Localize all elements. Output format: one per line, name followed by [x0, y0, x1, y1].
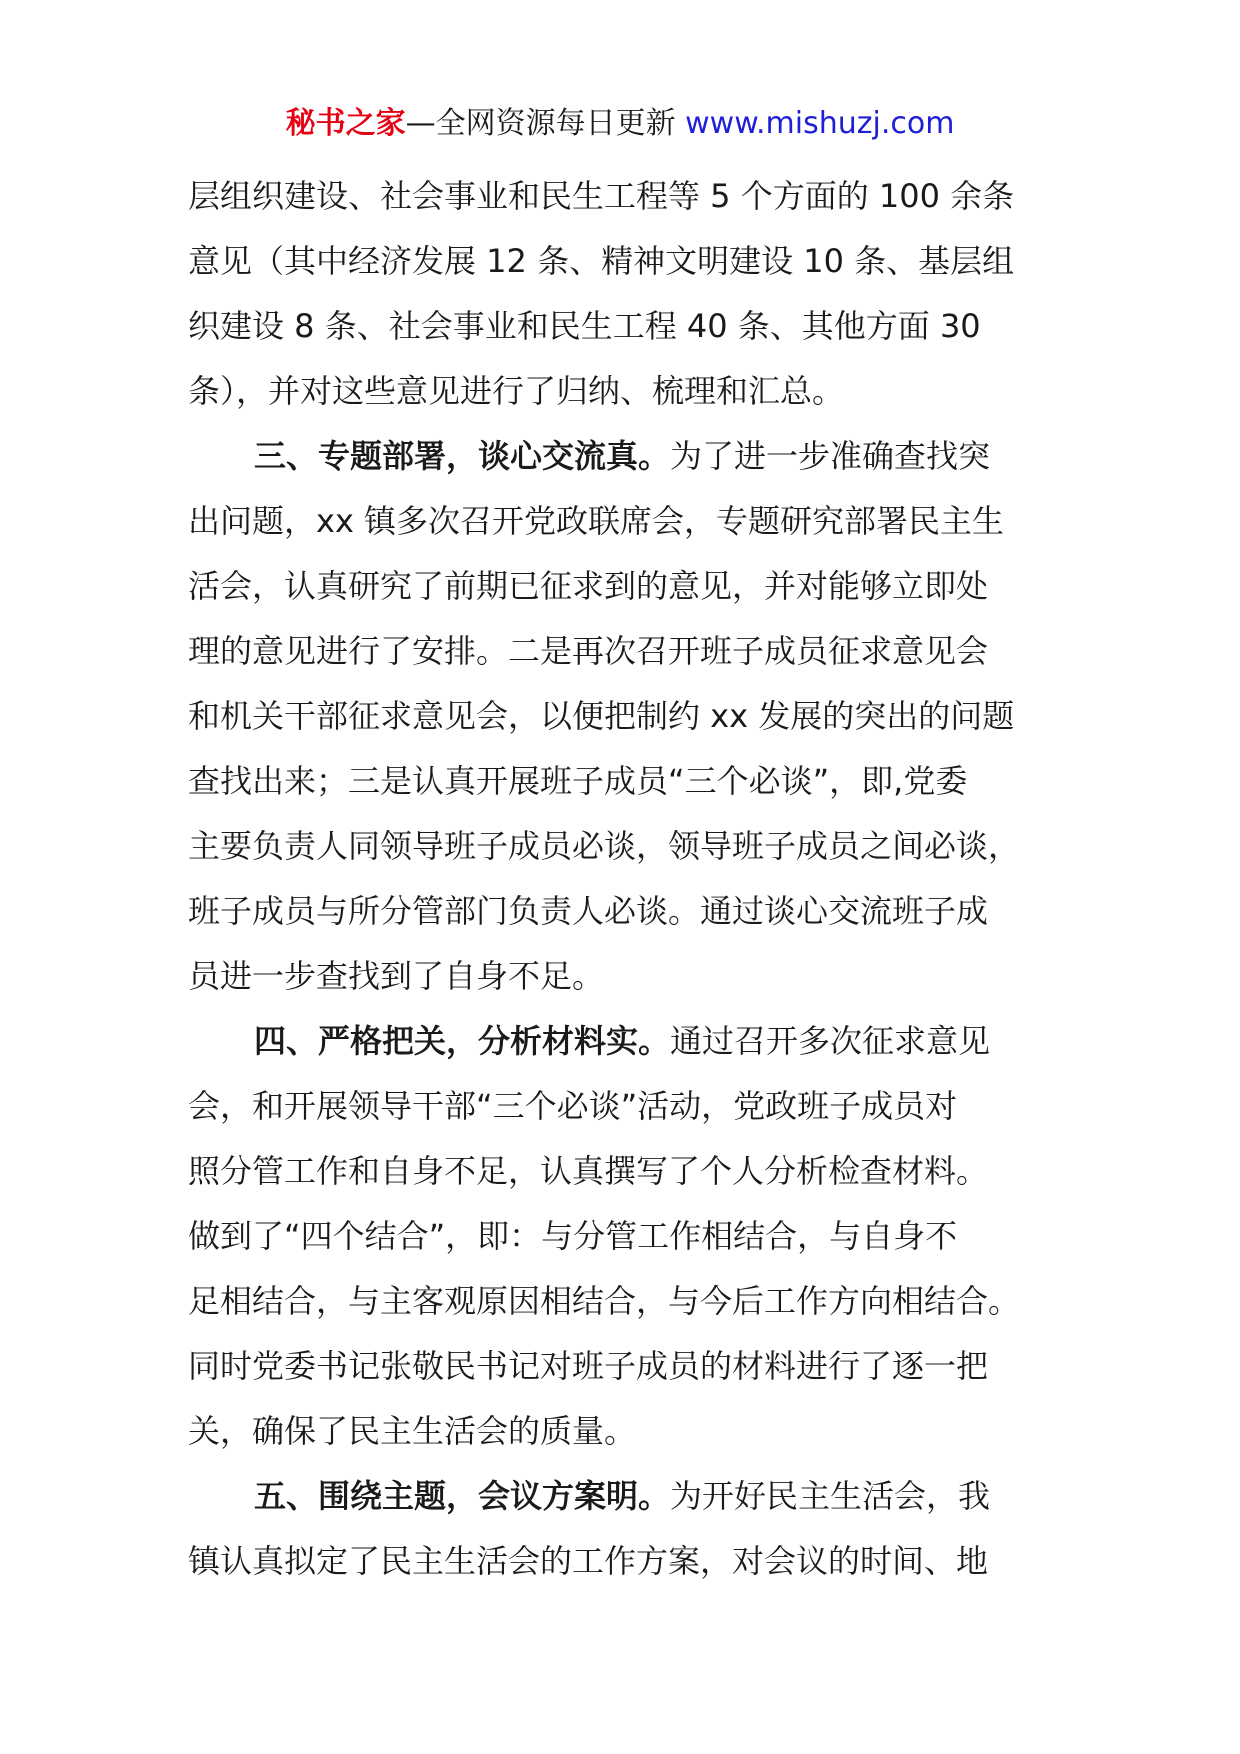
document-body: [188, 164, 1058, 1594]
paragraph-first-line: [188, 424, 1058, 489]
text-line: [188, 1139, 1058, 1204]
line-text: 照分管工作和自身不足，认真撰写了个人分析检查材料。: [188, 1152, 989, 1190]
line-text: 织建设 8 条、社会事业和民生工程 40 条、其他方面 30: [188, 307, 981, 345]
line-text: 关，确保了民主生活会的质量。: [188, 1412, 637, 1450]
text-line: [188, 879, 1058, 944]
line-text: 员进一步查找到了自身不足。: [188, 957, 605, 995]
line-text: 查找出来；三是认真开展班子成员“三个必谈”，即,党委: [188, 762, 968, 800]
line-text: 做到了“四个结合”，即：与分管工作相结合，与自身不: [188, 1217, 958, 1255]
text-line: [188, 1204, 1058, 1269]
section-heading: 四、严格把关，分析材料实。: [254, 1022, 671, 1060]
text-line: [188, 1529, 1058, 1594]
line-text: 条），并对这些意见进行了归纳、梳理和汇总。: [188, 372, 845, 410]
line-text: 足相结合，与主客观原因相结合，与今后工作方向相结合。: [188, 1282, 1021, 1320]
text-line: [188, 164, 1058, 229]
text-line: [188, 229, 1058, 294]
line-text: 主要负责人同领导班子成员必谈，领导班子成员之间必谈，: [188, 827, 1021, 865]
text-line: [188, 1399, 1058, 1464]
line-text: 班子成员与所分管部门负责人必谈。通过谈心交流班子成: [188, 892, 989, 930]
text-line: [188, 944, 1058, 1009]
text-line: [188, 1269, 1058, 1334]
line-text: 会，和开展领导干部“三个必谈”活动，党政班子成员对: [188, 1087, 958, 1125]
section-heading: 五、围绕主题，会议方案明。: [254, 1477, 671, 1515]
line-text: 为了进一步准确查找突: [670, 437, 991, 475]
line-text: 通过召开多次征求意见: [670, 1022, 991, 1060]
line-text: 活会，认真研究了前期已征求到的意见，并对能够立即处: [188, 567, 989, 605]
line-text: 和机关干部征求意见会，以便把制约 xx 发展的突出的问题: [188, 697, 1015, 735]
line-text: 意见（其中经济发展 12 条、精神文明建设 10 条、基层组: [188, 242, 1015, 280]
text-line: [188, 359, 1058, 424]
text-line: [188, 1334, 1058, 1399]
text-line: [188, 749, 1058, 814]
line-text: 镇认真拟定了民主生活会的工作方案，对会议的时间、地: [188, 1542, 989, 1580]
site-url-link[interactable]: www.mishuzj.com: [685, 106, 955, 141]
line-text: 出问题，xx 镇多次召开党政联席会，专题研究部署民主生: [188, 502, 1005, 540]
section-heading: 三、专题部署，谈心交流真。: [254, 437, 671, 475]
text-line: [188, 294, 1058, 359]
site-header: [0, 104, 1240, 144]
site-tagline: —全网资源每日更新: [405, 106, 676, 141]
paragraph-first-line: [188, 1009, 1058, 1074]
text-line: [188, 684, 1058, 749]
text-line: [188, 814, 1058, 879]
text-line: [188, 619, 1058, 684]
text-line: [188, 554, 1058, 619]
line-text: 层组织建设、社会事业和民生工程等 5 个方面的 100 余条: [188, 177, 1015, 215]
line-text: 为开好民主生活会，我: [670, 1477, 991, 1515]
text-line: [188, 489, 1058, 554]
line-text: 理的意见进行了安排。二是再次召开班子成员征求意见会: [188, 632, 989, 670]
paragraph-first-line: [188, 1464, 1058, 1529]
site-brand: 秘书之家: [285, 106, 406, 141]
line-text: 同时党委书记张敬民书记对班子成员的材料进行了逐一把: [188, 1347, 989, 1385]
text-line: [188, 1074, 1058, 1139]
